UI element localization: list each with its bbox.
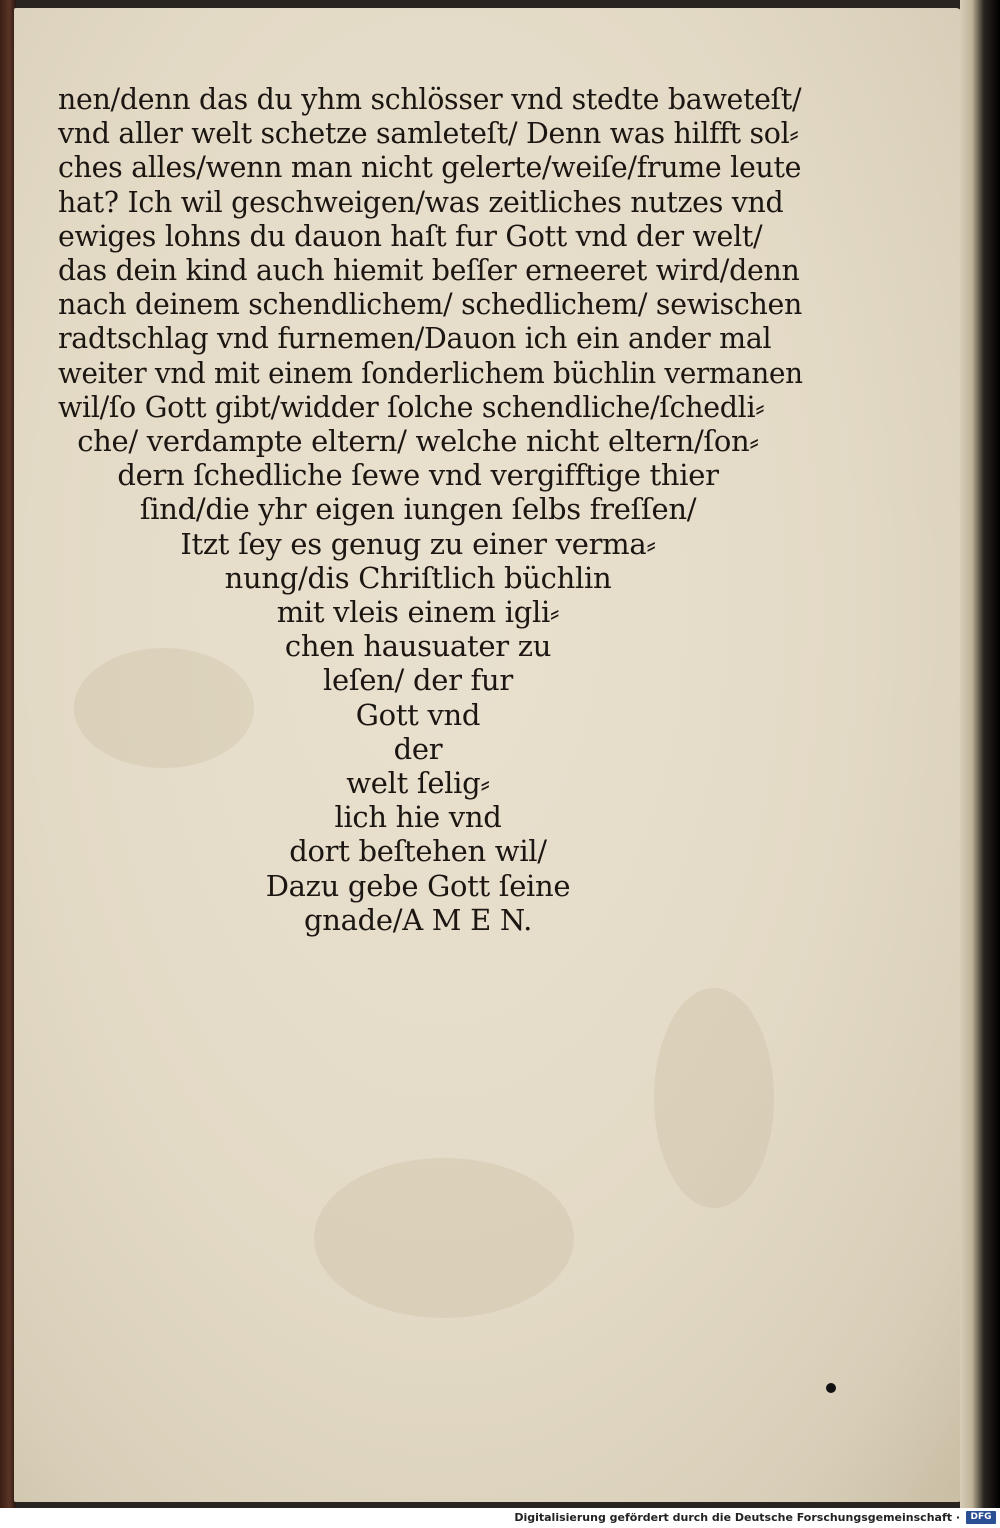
text-line: che/ verdampte eltern/ welche nicht eltern/ſon⸗	[77, 424, 759, 459]
text-line: Dazu gebe Gott ſeine	[265, 868, 571, 903]
paper-stain	[654, 988, 774, 1208]
funding-credit: Digitalisierung gefördert durch die Deutsche Forschungsgemeinschaft ·	[514, 1511, 960, 1524]
text-line: nen/denn das du yhm schlösser vnd stedte baweteſt/	[58, 82, 802, 116]
text-line: leſen/ der fur	[323, 663, 513, 698]
text-line: Gott vnd	[355, 697, 481, 732]
text-line: gnade/A M E N.	[303, 902, 533, 937]
text-line: dern ſchedliche ſewe vnd vergifftige thier	[117, 458, 719, 493]
text-line: der	[393, 731, 443, 766]
text-line: chen hausuater zu	[284, 629, 552, 664]
text-line: mit vleis einem igli⸗	[276, 595, 560, 630]
paper-stain	[314, 1158, 574, 1318]
ink-dot	[826, 1383, 836, 1393]
text-line: das dein kind auch hiemit beſſer erneeret wird/denn	[58, 253, 800, 288]
text-line: nung/dis Chriſtlich büchlin	[224, 560, 612, 595]
page-text-block	[58, 82, 818, 937]
text-line: Itzt ſey es genug zu einer verma⸗	[180, 526, 656, 561]
text-line: wil/ſo Gott gibt/widder ſolche schendliche/ſchedli⸗	[58, 389, 765, 424]
text-line: lich hie vnd	[334, 800, 502, 835]
text-line: dort beſtehen wil/	[289, 834, 547, 869]
text-line: ewiges lohns du dauon haſt fur Gott vnd der welt/	[58, 218, 763, 253]
text-line: radtschlag vnd furnemen/Dauon ich ein ander mal	[58, 321, 772, 356]
text-line: ſind/die yhr eigen iungen ſelbs freſſen/	[139, 492, 697, 527]
text-line: welt ſelig⸗	[346, 766, 490, 801]
text-line: weiter vnd mit einem ſonderlichem büchlin vermanen	[58, 355, 803, 390]
footer-bar	[0, 1508, 1000, 1528]
text-line: nach deinem schendlichem/ schedlichem/ sewischen	[58, 287, 803, 322]
text-line: vnd aller welt schetze samleteſt/ Denn was hilfft sol⸗	[58, 116, 799, 151]
text-line: ches alles/wenn man nicht gelerte/weiſe/frume leute	[58, 150, 802, 185]
text-line: hat? Ich wil geschweigen/was zeitliches nutzes vnd	[58, 184, 784, 219]
dfg-logo: DFG	[966, 1511, 996, 1524]
page-edge-shadow	[960, 0, 1000, 1508]
